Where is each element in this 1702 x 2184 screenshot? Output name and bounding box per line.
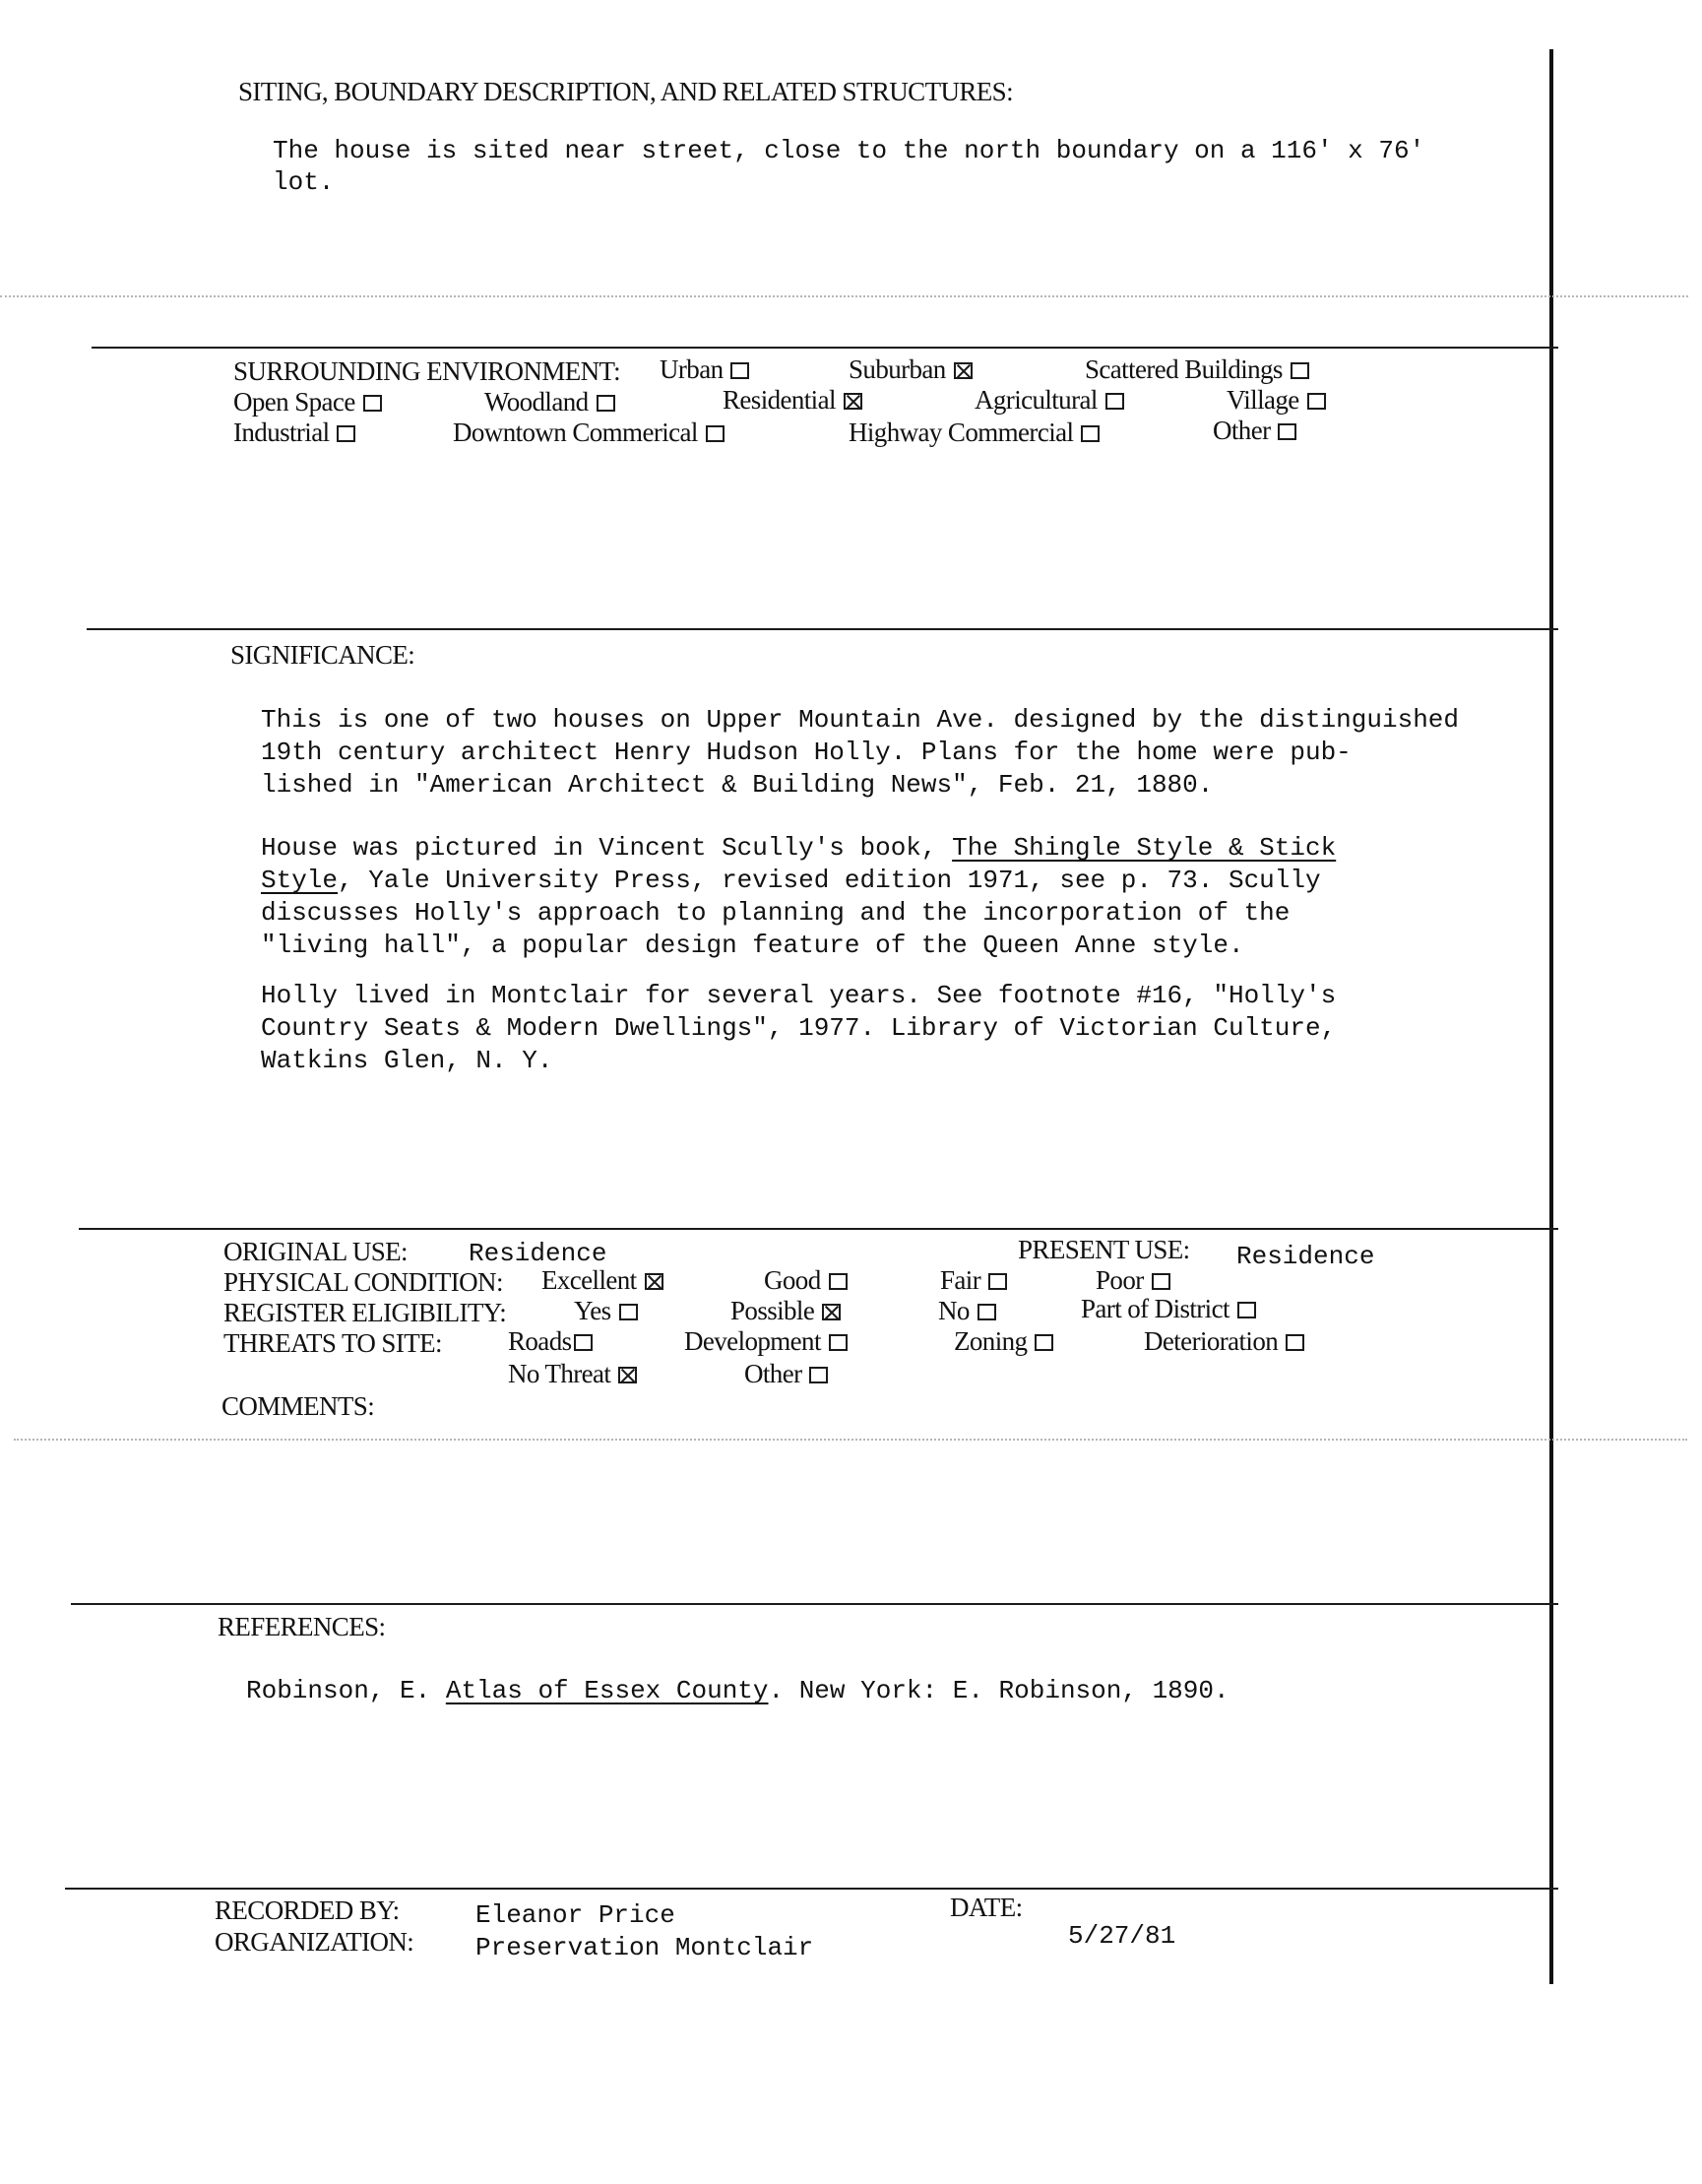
suburban-checkbox[interactable] <box>954 362 973 379</box>
no-checkbox[interactable] <box>977 1304 996 1320</box>
highway-commercial-checkbox[interactable] <box>1081 425 1100 442</box>
comments-label: COMMENTS: <box>221 1391 375 1421</box>
significance-p3-line1: Holly lived in Montclair for several years. See footnote #16, "Holly's <box>261 981 1337 1010</box>
threat-option-no-threat[interactable]: No Threat <box>508 1359 637 1389</box>
date-label: DATE: <box>950 1893 1023 1922</box>
fair-checkbox[interactable] <box>988 1273 1007 1290</box>
section-divider <box>71 1603 1558 1605</box>
residential-checkbox[interactable] <box>844 393 862 410</box>
right-border-line <box>1549 49 1553 1984</box>
threat-option-roads[interactable]: Roads <box>508 1326 593 1357</box>
register-option-part-of-district[interactable]: Part of District <box>1081 1294 1256 1324</box>
env-other-checkbox[interactable] <box>1278 423 1296 440</box>
env-option-suburban[interactable]: Suburban <box>849 354 973 385</box>
environment-heading: SURROUNDING ENVIRONMENT: <box>233 356 620 386</box>
register-option-possible[interactable]: Possible <box>730 1296 841 1326</box>
env-option-downtown-commercial[interactable]: Downtown Commerical <box>453 418 725 448</box>
industrial-checkbox[interactable] <box>337 425 355 442</box>
date-value: 5/27/81 <box>1068 1921 1176 1951</box>
siting-text-line1: The house is sited near street, close to the north boundary on a 116' x 76' <box>273 136 1425 165</box>
woodland-checkbox[interactable] <box>597 395 615 412</box>
significance-p2-line1: House was pictured in Vincent Scully's book, The Shingle Style & Stick <box>261 833 1337 863</box>
register-eligibility-label: REGISTER ELIGIBILITY: <box>223 1298 507 1327</box>
threat-option-development[interactable]: Development <box>684 1326 848 1357</box>
env-option-open-space[interactable]: Open Space <box>233 387 382 418</box>
env-option-scattered-buildings[interactable]: Scattered Buildings <box>1085 354 1309 385</box>
significance-p3-line3: Watkins Glen, N. Y. <box>261 1046 553 1075</box>
yes-checkbox[interactable] <box>619 1304 638 1320</box>
no-threat-checkbox[interactable] <box>618 1367 637 1383</box>
significance-p1-line3: lished in "American Architect & Building News", Feb. 21, 1880. <box>261 770 1214 800</box>
agricultural-checkbox[interactable] <box>1105 393 1124 410</box>
env-option-other[interactable]: Other <box>1213 416 1296 446</box>
env-option-residential[interactable]: Residential <box>723 385 862 416</box>
physical-condition-label: PHYSICAL CONDITION: <box>223 1267 503 1297</box>
development-checkbox[interactable] <box>829 1334 848 1351</box>
good-checkbox[interactable] <box>829 1273 848 1290</box>
roads-checkbox[interactable] <box>574 1334 593 1351</box>
significance-p1-line2: 19th century architect Henry Hudson Holly. Plans for the home were pub- <box>261 738 1352 767</box>
threat-option-deterioration[interactable]: Deterioration <box>1144 1326 1304 1357</box>
significance-p2-line4: "living hall", a popular design feature of the Queen Anne style. <box>261 931 1244 960</box>
threat-other-checkbox[interactable] <box>809 1367 828 1383</box>
section-divider <box>65 1888 1558 1890</box>
urban-checkbox[interactable] <box>730 362 749 379</box>
register-option-yes[interactable]: Yes <box>574 1296 638 1326</box>
deterioration-checkbox[interactable] <box>1286 1334 1304 1351</box>
poor-checkbox[interactable] <box>1152 1273 1170 1290</box>
significance-p2-line2: Style, Yale University Press, revised edition 1971, see p. 73. Scully <box>261 866 1321 895</box>
scan-artifact-dotted-line <box>14 1439 1687 1441</box>
env-option-industrial[interactable]: Industrial <box>233 418 355 448</box>
env-option-agricultural[interactable]: Agricultural <box>975 385 1124 416</box>
significance-heading: SIGNIFICANCE: <box>230 640 415 670</box>
open-space-checkbox[interactable] <box>363 395 382 412</box>
register-option-no[interactable]: No <box>938 1296 996 1326</box>
organization-value: Preservation Montclair <box>475 1933 814 1962</box>
section-divider <box>79 1228 1558 1230</box>
zoning-checkbox[interactable] <box>1035 1334 1053 1351</box>
significance-p2-line3: discusses Holly's approach to planning and the incorporation of the <box>261 898 1291 928</box>
recorded-by-label: RECORDED BY: <box>215 1895 400 1925</box>
condition-option-excellent[interactable]: Excellent <box>541 1265 663 1296</box>
section-divider <box>87 628 1558 630</box>
original-use-label: ORIGINAL USE: <box>223 1237 408 1266</box>
siting-heading: SITING, BOUNDARY DESCRIPTION, AND RELATED STRUCTURES: <box>238 77 1013 106</box>
siting-text-line2: lot. <box>273 167 335 197</box>
reference-entry: Robinson, E. Atlas of Essex County. New York: E. Robinson, 1890. <box>246 1676 1229 1705</box>
threat-option-other[interactable]: Other <box>744 1359 828 1389</box>
village-checkbox[interactable] <box>1307 393 1326 410</box>
condition-option-good[interactable]: Good <box>764 1265 848 1296</box>
part-of-district-checkbox[interactable] <box>1237 1302 1256 1318</box>
condition-option-fair[interactable]: Fair <box>940 1265 1007 1296</box>
possible-checkbox[interactable] <box>822 1304 841 1320</box>
scan-artifact-dotted-line <box>0 295 1688 297</box>
env-option-highway-commercial[interactable]: Highway Commercial <box>849 418 1100 448</box>
section-divider <box>92 347 1558 349</box>
present-use-value: Residence <box>1236 1242 1375 1271</box>
present-use-label: PRESENT USE: <box>1018 1235 1190 1264</box>
organization-label: ORGANIZATION: <box>215 1927 414 1957</box>
env-option-woodland[interactable]: Woodland <box>484 387 615 418</box>
original-use-value: Residence <box>469 1239 607 1268</box>
references-heading: REFERENCES: <box>218 1612 386 1641</box>
significance-p1-line1: This is one of two houses on Upper Mountain Ave. designed by the distinguished <box>261 705 1459 735</box>
downtown-commercial-checkbox[interactable] <box>706 425 725 442</box>
env-option-urban[interactable]: Urban <box>660 354 749 385</box>
threat-option-zoning[interactable]: Zoning <box>954 1326 1053 1357</box>
significance-p3-line2: Country Seats & Modern Dwellings", 1977. Library of Victorian Culture, <box>261 1013 1337 1043</box>
threats-to-site-label: THREATS TO SITE: <box>223 1328 442 1358</box>
recorded-by-value: Eleanor Price <box>475 1900 675 1930</box>
condition-option-poor[interactable]: Poor <box>1096 1265 1170 1296</box>
scattered-buildings-checkbox[interactable] <box>1291 362 1309 379</box>
env-option-village[interactable]: Village <box>1227 385 1326 416</box>
excellent-checkbox[interactable] <box>645 1273 663 1290</box>
